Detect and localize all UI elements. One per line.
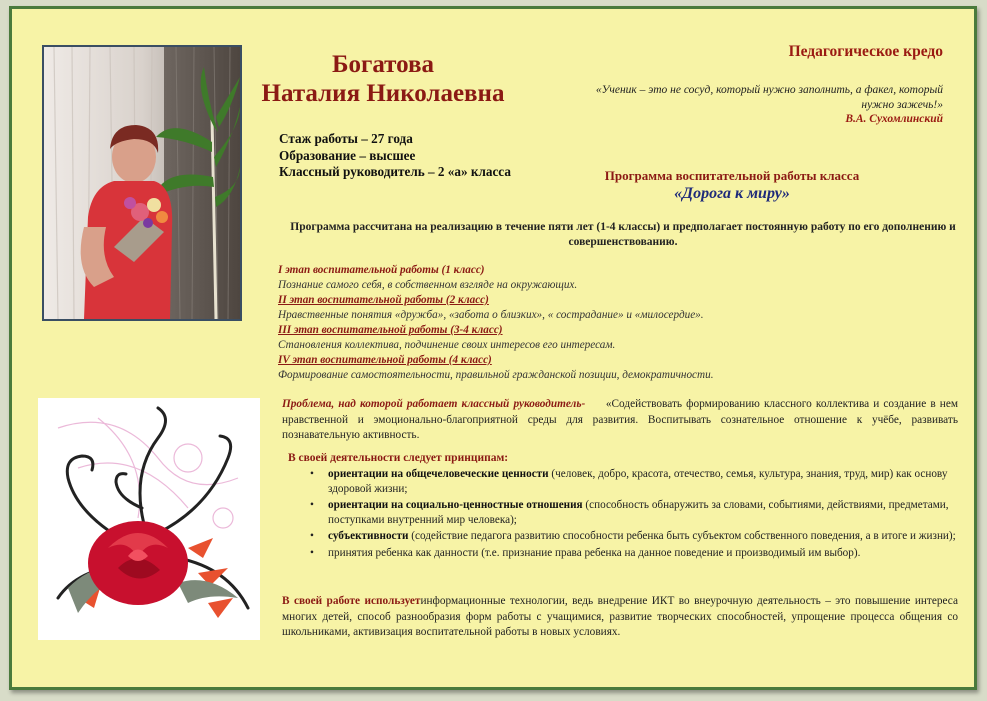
experience-text: Стаж работы – 27 года	[279, 131, 413, 146]
principle-text: принятия ребенка как данности (т.е. признание права ребенка на данное поведение и производимый им выбор).	[328, 546, 861, 559]
principle-item	[310, 546, 970, 561]
stage-1-title: I этап воспитательной работы (1 класс)	[278, 264, 485, 276]
program-name: «Дорога к миру»	[674, 185, 790, 202]
teacher-name	[248, 50, 518, 108]
teacher-info	[279, 131, 511, 181]
problem-label: Проблема, над которой работает классный руководитель-	[282, 398, 586, 410]
principle-text: (человек, добро, красота, отечество, семья, культура, знания, труд, мир) как основу здоровой жизни;	[328, 468, 948, 495]
rose-decoration	[38, 398, 260, 640]
principle-bold: ориентации на социально-ценностные отношения	[328, 499, 583, 511]
program-title: Программа воспитательной работы класса	[604, 168, 860, 183]
principles-title: В своей деятельности следует принципам:	[288, 452, 509, 464]
credo-author: В.А. Сухомлинский	[845, 113, 943, 125]
teacher-photo	[42, 45, 242, 321]
ict-label: В своей работе использует	[282, 595, 421, 607]
stage-4-title: IV этап воспитательной работы (4 класс)	[278, 354, 492, 366]
name-line-1: Богатова	[331, 51, 435, 78]
bullet-icon: •	[310, 499, 314, 511]
name-line-2: Наталия Николаевна	[261, 80, 505, 107]
stage-4-text: Формирование самостоятельности, правильной гражданской позиции, демократичности.	[278, 369, 714, 381]
program-description: Программа рассчитана на реализацию в течение пяти лет (1-4 классы) и предполагает постоянную работу по его дополнению и совершенствованию.	[290, 221, 956, 248]
stage-3-title: III этап воспитательной работы (3-4 класс)	[278, 324, 503, 336]
principle-text: (содействие педагога развитию способности ребенка быть субъектом собственного поведения, а в итоге и жизни);	[408, 530, 956, 542]
credo-quote: «Ученик – это не сосуд, который нужно заполнить, а факел, который нужно зажечь!»	[595, 84, 943, 111]
problem-block	[282, 397, 958, 444]
bullet-icon: •	[310, 546, 314, 559]
principle-item	[310, 467, 970, 496]
ict-text: информационные технологии, ведь внедрение ИКТ во внеурочную деятельность – это повышение интереса многих детей, способ разнообразия форм работы с учащимися, развитие творческих способностей, упрощение процесса общения со школьниками, активизация воспитательной работы в новых условиях.	[282, 595, 958, 638]
problem-text: «Содействовать формированию классного коллектива и создание в нем нравственной и эмоционально-благоприятной среды для развития. Воспитывать сознательное отношение к учёбе, развивать познавательную активность.	[282, 398, 958, 441]
stages-list	[278, 263, 978, 383]
bullet-icon: •	[310, 530, 314, 542]
stage-2-title: II этап воспитательной работы (2 класс)	[278, 294, 489, 306]
stage-1-text: Познание самого себя, в собственном взгляде на окружающих.	[278, 279, 578, 291]
bullet-icon: •	[310, 468, 314, 480]
principle-bold: ориентации на общечеловеческие ценности	[328, 468, 549, 480]
class-teacher-text: Классный руководитель – 2 «а» класса	[279, 164, 511, 179]
stage-3-text: Становления коллектива, подчинение своих интересов его интересам.	[278, 339, 616, 351]
principle-bold: субъективности	[328, 530, 409, 542]
credo-title: Педагогическое кредо	[788, 43, 943, 60]
principle-item	[310, 529, 970, 544]
ict-block	[282, 594, 958, 641]
stage-2-text: Нравственные понятия «дружба», «забота о близких», « сострадание» и «милосердие».	[278, 309, 704, 321]
principle-text: (способность обнаружить за словами, событиями, действиями, предметами, поступками внутренний мир человека);	[328, 499, 949, 526]
principles-list	[310, 467, 970, 562]
principle-item	[310, 498, 970, 527]
education-text: Образование – высшее	[279, 147, 416, 163]
